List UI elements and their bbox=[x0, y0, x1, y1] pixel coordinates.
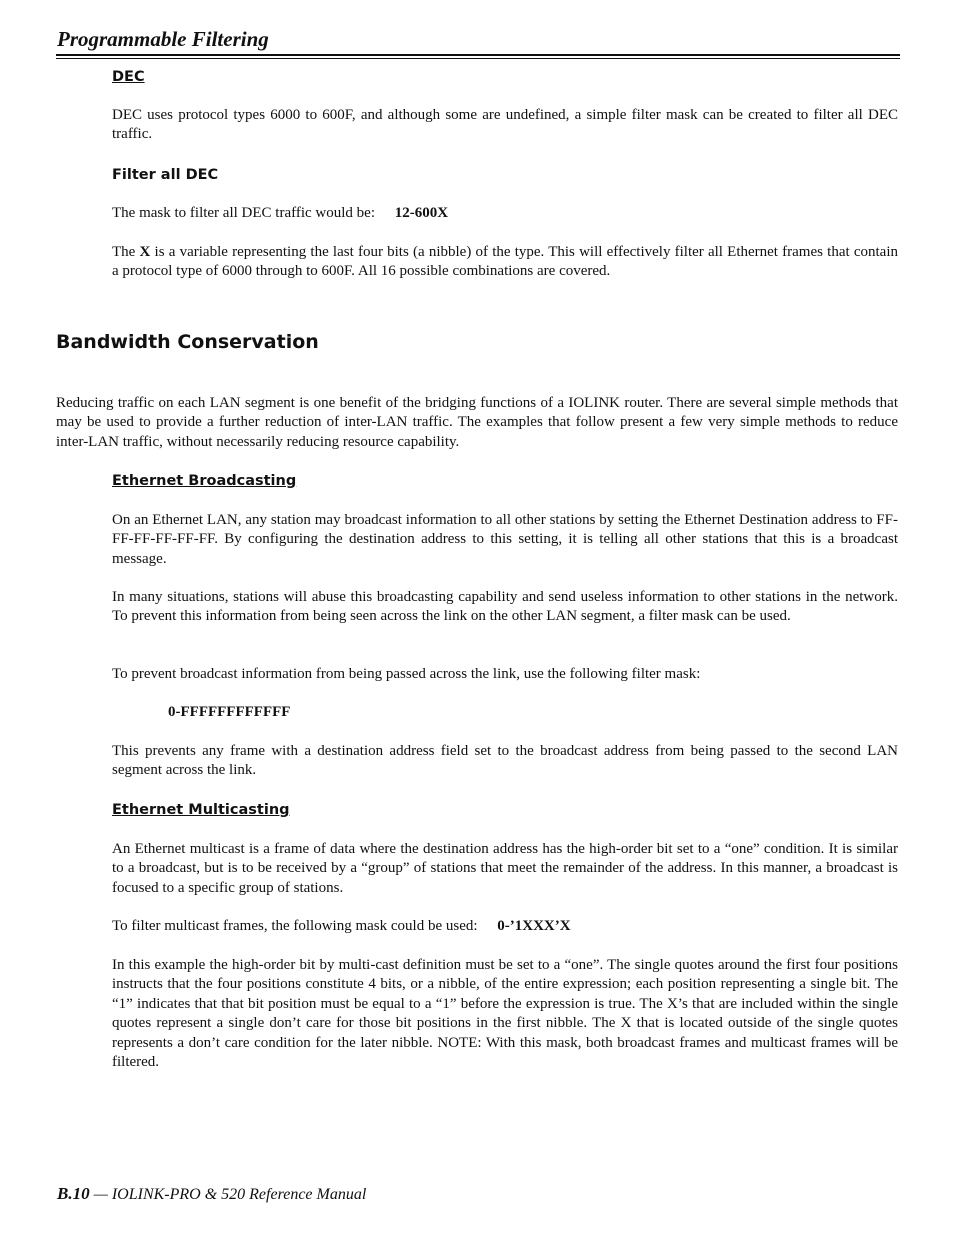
dec-mask-text: The mask to filter all DEC traffic would be: bbox=[112, 205, 375, 221]
broadcast-paragraph-3: To prevent broadcast information from being passed across the link, use the following filter mask: bbox=[112, 666, 701, 682]
dec-mask-line bbox=[112, 204, 448, 223]
page-header-title: Programmable Filtering bbox=[57, 27, 269, 51]
page-footer bbox=[57, 1184, 366, 1205]
multicast-paragraph-2: In this example the high-order bit by multi-cast definition must be set to a “one”. The single quotes around the first four positions instructs that the four positions constitute 4 bits, or a nibble, of the entire expression; each position representing a single bit. The “1” indicates that that bit position must be equal to a “1” before the expression is true. The X’s that are included within the single quotes represent a single don’t care for those bit positions in the first nibble. The X that is located outside of the single quotes represents a don’t care condition for the later nibble. NOTE: With this mask, both broadcast frames and multicast frames will be filtered. bbox=[112, 957, 898, 1071]
dec-x-pre: The bbox=[112, 244, 140, 260]
footer-dash: — bbox=[89, 1186, 112, 1203]
bandwidth-conservation-heading: Bandwidth Conservation bbox=[56, 331, 319, 353]
ethernet-broadcasting-heading: Ethernet Broadcasting bbox=[112, 473, 297, 489]
dec-x-post: is a variable representing the last four bits (a nibble) of the type. This will effectively filter all Ethernet frames that contain a protocol type of 6000 through to 600F. All 16 possible combinations are covered. bbox=[112, 244, 898, 280]
multicast-mask-line bbox=[112, 917, 571, 936]
multicast-paragraph-1: An Ethernet multicast is a frame of data where the destination address has the high-order bit set to a “one” condition. It is similar to a broadcast, but is to be received by a “group” of stations that meet the remainder of the address. In this manner, a broadcast is focused to a specific group of stations. bbox=[112, 841, 898, 896]
dec-x-bold: X bbox=[139, 244, 151, 260]
broadcast-paragraph-1: On an Ethernet LAN, any station may broadcast information to all other stations by setting the Ethernet Destination address to FF-FF-FF-FF-FF-FF. By configuring the destination address to this setting, it is telling all other stations that this is a broadcast message. bbox=[112, 512, 898, 567]
broadcast-paragraph-4: This prevents any frame with a destination address field set to the broadcast address from being passed to the second LAN segment across the link. bbox=[112, 743, 898, 779]
dec-mask-value: 12-600X bbox=[394, 205, 449, 221]
footer-page-number: B.10 bbox=[57, 1184, 90, 1203]
header-rule-thick bbox=[56, 54, 900, 56]
multicast-mask-value: 0-’1XXX’X bbox=[497, 918, 571, 934]
footer-manual-title: IOLINK-PRO & 520 Reference Manual bbox=[111, 1186, 367, 1203]
dec-heading: DEC bbox=[112, 69, 145, 85]
bandwidth-intro-paragraph: Reducing traffic on each LAN segment is one benefit of the bridging functions of a IOLINK router. There are several simple methods that may be used to provide a further reduction of inter-LAN traffic. The examples that follow present a few very simple methods to reduce inter-LAN traffic, without necessarily reducing resource capability. bbox=[56, 395, 898, 450]
broadcast-paragraph-2: In many situations, stations will abuse this broadcasting capability and send useless information to other stations in the network. To prevent this information from being seen across the link on the other LAN segment, a filter mask can be used. bbox=[112, 589, 898, 625]
header-rule-thin bbox=[56, 58, 900, 59]
filter-all-dec-heading: Filter all DEC bbox=[112, 167, 219, 183]
dec-intro-paragraph: DEC uses protocol types 6000 to 600F, and although some are undefined, a simple filter mask can be created to filter all DEC traffic. bbox=[112, 107, 898, 143]
ethernet-multicasting-heading: Ethernet Multicasting bbox=[112, 802, 290, 818]
dec-x-paragraph bbox=[112, 243, 898, 282]
multicast-mask-text: To filter multicast frames, the following mask could be used: bbox=[112, 918, 478, 934]
broadcast-mask-value: 0-FFFFFFFFFFFF bbox=[168, 704, 291, 720]
